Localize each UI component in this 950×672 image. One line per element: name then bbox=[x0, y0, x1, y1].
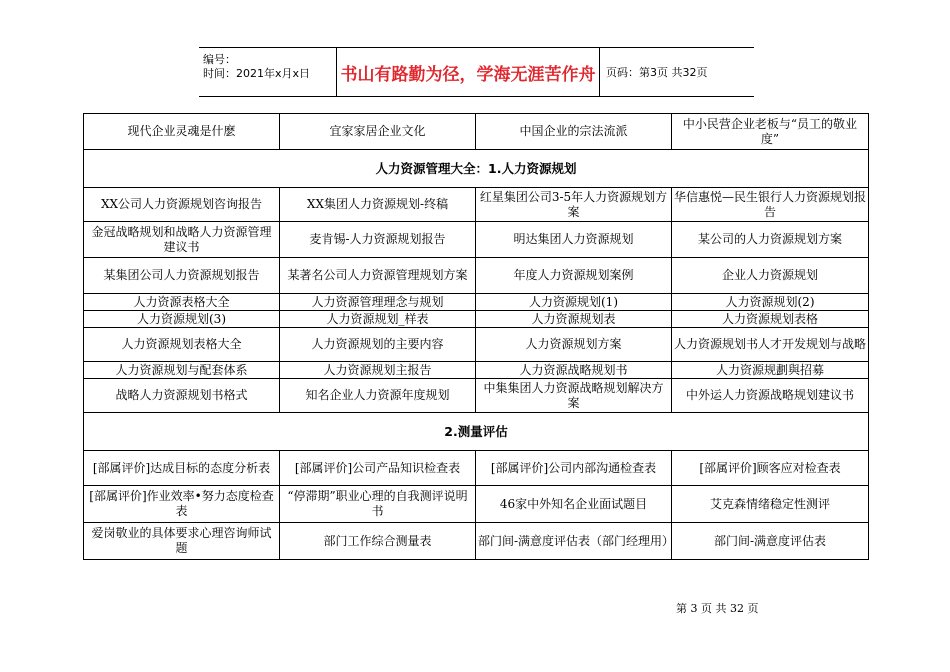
table-cell: 部门间-满意度评估表（部门经理用） bbox=[476, 523, 672, 560]
table-cell: 人力资源规劃與招募 bbox=[672, 362, 869, 379]
table-cell: 中国企业的宗法流派 bbox=[476, 114, 672, 150]
table-row bbox=[84, 362, 869, 379]
table-cell: [部属评价]公司内部沟通检查表 bbox=[476, 451, 672, 486]
table-cell: 人力资源规划_样表 bbox=[280, 311, 476, 328]
table-row bbox=[84, 258, 869, 294]
page-footer: 第 3 页 共 32 页 bbox=[676, 602, 759, 615]
table-cell: 人力资源战略规划书 bbox=[476, 362, 672, 379]
table-row bbox=[84, 188, 869, 222]
table-cell: 人力资源规划表格 bbox=[672, 311, 869, 328]
section-heading: 2.测量评估 bbox=[84, 413, 869, 451]
table-cell: 人力资源管理理念与规划 bbox=[280, 294, 476, 311]
table-cell: 宜家家居企业文化 bbox=[280, 114, 476, 150]
table-row bbox=[84, 114, 869, 150]
table-cell: 某集团公司人力资源规划报告 bbox=[84, 258, 280, 294]
table-cell: 中小民营企业老板与“员工的敬业度” bbox=[672, 114, 869, 150]
table-cell: 人力资源规划表格大全 bbox=[84, 328, 280, 362]
table-cell: 金冠战略规划和战略人力资源管理建议书 bbox=[84, 222, 280, 258]
table-cell: [部属评价]顾客应对检查表 bbox=[672, 451, 869, 486]
table-row bbox=[84, 486, 869, 523]
section-heading: 人力资源管理大全：1.人力资源规划 bbox=[84, 150, 869, 188]
table-cell: 部门间-满意度评估表 bbox=[672, 523, 869, 560]
header-meta bbox=[199, 48, 337, 96]
document-table bbox=[83, 113, 869, 560]
table-cell: XX集团人力资源规划-终稿 bbox=[280, 188, 476, 222]
page-number-label: 页码：第3页 共32页 bbox=[606, 66, 708, 79]
table-cell: 人力资源规划方案 bbox=[476, 328, 672, 362]
section-row bbox=[84, 150, 869, 188]
table-cell: 人力资源规划书人才开发规划与战略 bbox=[672, 328, 869, 362]
table-cell: XX公司人力资源规划咨询报告 bbox=[84, 188, 280, 222]
table-cell: 中外运人力资源战略规划建议书 bbox=[672, 379, 869, 413]
table-row bbox=[84, 311, 869, 328]
table-cell: 麦肯锡-人力资源规划报告 bbox=[280, 222, 476, 258]
document-table-body bbox=[84, 114, 869, 560]
table-cell: 46家中外知名企业面试题目 bbox=[476, 486, 672, 523]
table-cell: [部属评价]达成目标的态度分析表 bbox=[84, 451, 280, 486]
table-cell: 企业人力资源规划 bbox=[672, 258, 869, 294]
table-cell: 人力资源规划的主要内容 bbox=[280, 328, 476, 362]
table-row bbox=[84, 523, 869, 560]
table-cell: 人力资源规划(2) bbox=[672, 294, 869, 311]
table-cell: 明达集团人力资源规划 bbox=[476, 222, 672, 258]
table-cell: “停滞期”职业心理的自我测评说明书 bbox=[280, 486, 476, 523]
time-label: 时间：2021年x月x日 bbox=[203, 67, 311, 80]
number-label: 编号： bbox=[203, 53, 236, 66]
table-cell: 年度人力资源规划案例 bbox=[476, 258, 672, 294]
table-row bbox=[84, 379, 869, 413]
section-row bbox=[84, 413, 869, 451]
table-cell: 爱岗敬业的具体要求心理咨询师试题 bbox=[84, 523, 280, 560]
table-cell: 人力资源规划主报告 bbox=[280, 362, 476, 379]
table-cell: 知名企业人力资源年度规划 bbox=[280, 379, 476, 413]
table-cell: 艾克森情绪稳定性测评 bbox=[672, 486, 869, 523]
table-cell: 人力资源规划(3) bbox=[84, 311, 280, 328]
table-cell: 中集集团人力资源战略规划解决方案 bbox=[476, 379, 672, 413]
table-row bbox=[84, 222, 869, 258]
table-cell: 红星集团公司3-5年人力资源规划方案 bbox=[476, 188, 672, 222]
table-cell: 人力资源规划表 bbox=[476, 311, 672, 328]
table-cell: [部属评价]公司产品知识检查表 bbox=[280, 451, 476, 486]
table-cell: 战略人力资源规划书格式 bbox=[84, 379, 280, 413]
table-row bbox=[84, 328, 869, 362]
table-cell: 部门工作综合测量表 bbox=[280, 523, 476, 560]
table-cell: [部属评价]作业效率•努力态度检查表 bbox=[84, 486, 280, 523]
header-slogan: 书山有路勤为径，学海无涯苦作舟 bbox=[337, 48, 600, 96]
table-row bbox=[84, 451, 869, 486]
table-cell: 人力资源表格大全 bbox=[84, 294, 280, 311]
table-cell: 某公司的人力资源规划方案 bbox=[672, 222, 869, 258]
table-cell: 华信惠悦—民生银行人力资源规划报告 bbox=[672, 188, 869, 222]
page-header bbox=[199, 47, 754, 97]
table-cell: 人力资源规划与配套体系 bbox=[84, 362, 280, 379]
table-cell: 现代企业灵魂是什麽 bbox=[84, 114, 280, 150]
table-row bbox=[84, 294, 869, 311]
table-cell: 人力资源规划(1) bbox=[476, 294, 672, 311]
table-cell: 某著名公司人力资源管理规划方案 bbox=[280, 258, 476, 294]
